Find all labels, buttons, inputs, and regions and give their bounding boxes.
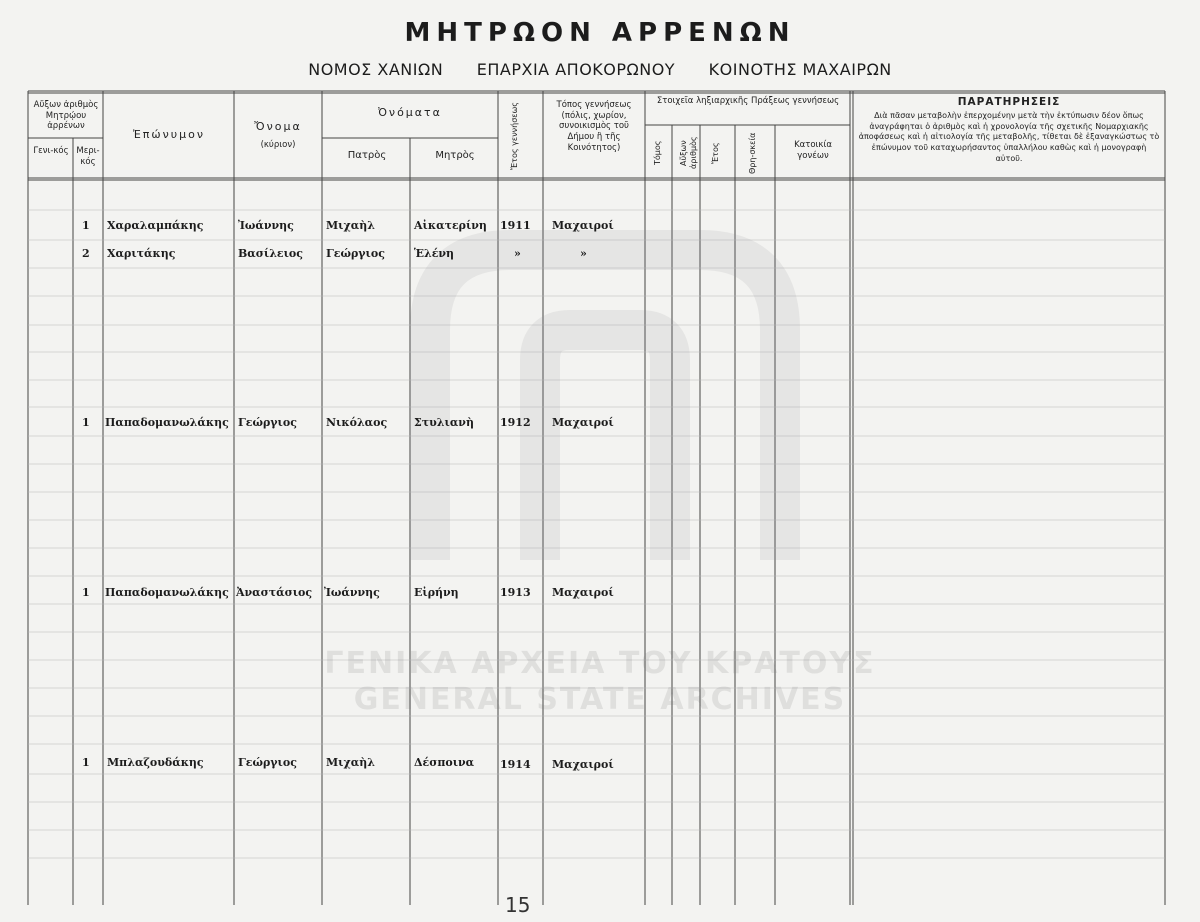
header-father: Πατρὸς: [347, 150, 387, 161]
table-row-2-year: »: [514, 247, 521, 260]
header-general: Γενι-κός: [33, 146, 69, 156]
province-label: ΕΠΑΡΧΙΑ ΑΠΟΚΟΡΩΝΟΥ: [476, 60, 676, 79]
table-row-2-surname: Χαριτάκης: [107, 247, 176, 260]
table-row-4-place: Μαχαιροί: [552, 586, 614, 599]
table-row-2-mother: Ἑλένη: [414, 247, 455, 260]
table-row-2-place: »: [580, 247, 587, 260]
header-serial-group: Αὔξων ἀριθμὸς Μητρῴου ἀρρένων: [33, 100, 99, 132]
register-title: ΜΗΤΡΩΟΝ ΑΡΡΕΝΩΝ: [404, 18, 796, 48]
table-row-3-surname: Παπαδομανωλάκης: [105, 416, 229, 429]
table-row-3-place: Μαχαιροί: [552, 416, 614, 429]
header-place: Τόπος γεννήσεως (πόλις, χωρίον, συνοικισμὸς τοῦ Δήμου ἢ τῆς Κοινότητος): [556, 100, 632, 153]
table-row-4-partial: 1: [82, 586, 90, 599]
table-row-3-father: Νικόλαος: [326, 416, 388, 429]
table-row-5-mother: Δέσποινα: [414, 756, 475, 769]
header-notes: [858, 96, 1160, 164]
table-row-4-surname: Παπαδομανωλάκης: [105, 586, 229, 599]
table-row-5-father: Μιχαὴλ: [326, 756, 375, 769]
notes-instructions: Διὰ πᾶσαν μεταβολὴν ἐπερχομένην μετὰ τὴν ἐκτύπωσιν δέον ὅπως ἀναγράφηται ὁ ἀριθμὸς καὶ ἡ χρονολογία τῆς σχετικῆς Νομαρχιακῆς ἀποφάσεως καὶ ἡ αἰτιολογία τῆς μεταβολῆς, τίθεται δὲ ἐξαναγκώστως τὸ ἐπώνυμον τοῦ καταχωρήσαντος ὑπαλλήλου καθὼς καὶ ἡ μονογραφὴ αὐτοῦ.: [858, 111, 1160, 163]
table-row-4-first-name: Ἀναστάσιος: [236, 586, 313, 599]
header-first-name: Ὄνομα: [254, 120, 302, 133]
table-row-1-first-name: Ἰωάννης: [238, 219, 294, 232]
notes-title: ΠΑΡΑΤΗΡΗΣΕΙΣ: [957, 96, 1061, 108]
table-row-5-first-name: Γεώργιος: [238, 756, 297, 769]
table-row-2-first-name: Βασίλειος: [238, 247, 303, 260]
header-partial: Μερι-κός: [76, 146, 100, 167]
header-act-year: Ἔτος: [711, 142, 720, 164]
header-names-group: Ὀνόματα: [378, 106, 442, 119]
header-mother: Μητρὸς: [435, 150, 475, 161]
table-row-4-mother: Εἰρήνη: [414, 586, 459, 599]
table-row-1-year: 1911: [500, 219, 531, 232]
header-first-name-note: (κύριον): [260, 140, 296, 150]
table-row-5-place: Μαχαιροί: [552, 758, 614, 771]
header-registry-group: Στοιχεῖα ληξιαρχικῆς Πράξεως γεννήσεως: [656, 96, 840, 106]
archives-watermark-greek: ΓΕΝΙΚΑ ΑΡΧΕΙΑ ΤΟΥ ΚΡΑΤΟΥΣ: [324, 646, 876, 681]
archives-watermark-english: GENERAL STATE ARCHIVES: [353, 682, 847, 717]
table-row-5-surname: Μπλαζουδάκης: [107, 756, 204, 769]
page-number: 15: [505, 893, 531, 917]
table-row-3-mother: Στυλιανὴ: [414, 416, 474, 429]
table-row-1-father: Μιχαὴλ: [326, 219, 375, 232]
register-subtitle: [0, 60, 1200, 79]
header-act-number: Αὔξων ἀριθμὸς: [679, 136, 698, 170]
table-row-1-surname: Χαραλαμπάκης: [107, 219, 204, 232]
table-row-4-year: 1913: [500, 586, 531, 599]
archive-logo-watermark: [430, 250, 780, 560]
header-parents-residence: Κατοικία γονέων: [794, 140, 832, 161]
table-row-1-partial: 1: [82, 219, 90, 232]
table-row-3-first-name: Γεώργιος: [238, 416, 297, 429]
table-row-1-mother: Αἰκατερίνη: [414, 219, 487, 232]
community-label: ΚΟΙΝΟΤΗΣ ΜΑΧΑΙΡΩΝ: [708, 60, 892, 79]
table-row-3-year: 1912: [500, 416, 531, 429]
header-surname: Ἐπώνυμον: [132, 128, 206, 141]
table-row-2-father: Γεώργιος: [326, 247, 385, 260]
table-row-5-partial: 1: [82, 756, 90, 769]
header-religion: Θρη-σκεία: [748, 132, 757, 174]
header-year: Ἔτος γεννήσεως: [510, 102, 519, 170]
table-row-2-partial: 2: [82, 247, 90, 260]
table-row-4-father: Ἰωάννης: [324, 586, 380, 599]
prefecture-label: ΝΟΜΟΣ ΧΑΝΙΩΝ: [308, 60, 444, 79]
table-row-1-place: Μαχαιροί: [552, 219, 614, 232]
header-volume: Τόμος: [653, 140, 662, 166]
table-row-5-year: 1914: [500, 758, 531, 771]
table-row-3-partial: 1: [82, 416, 90, 429]
